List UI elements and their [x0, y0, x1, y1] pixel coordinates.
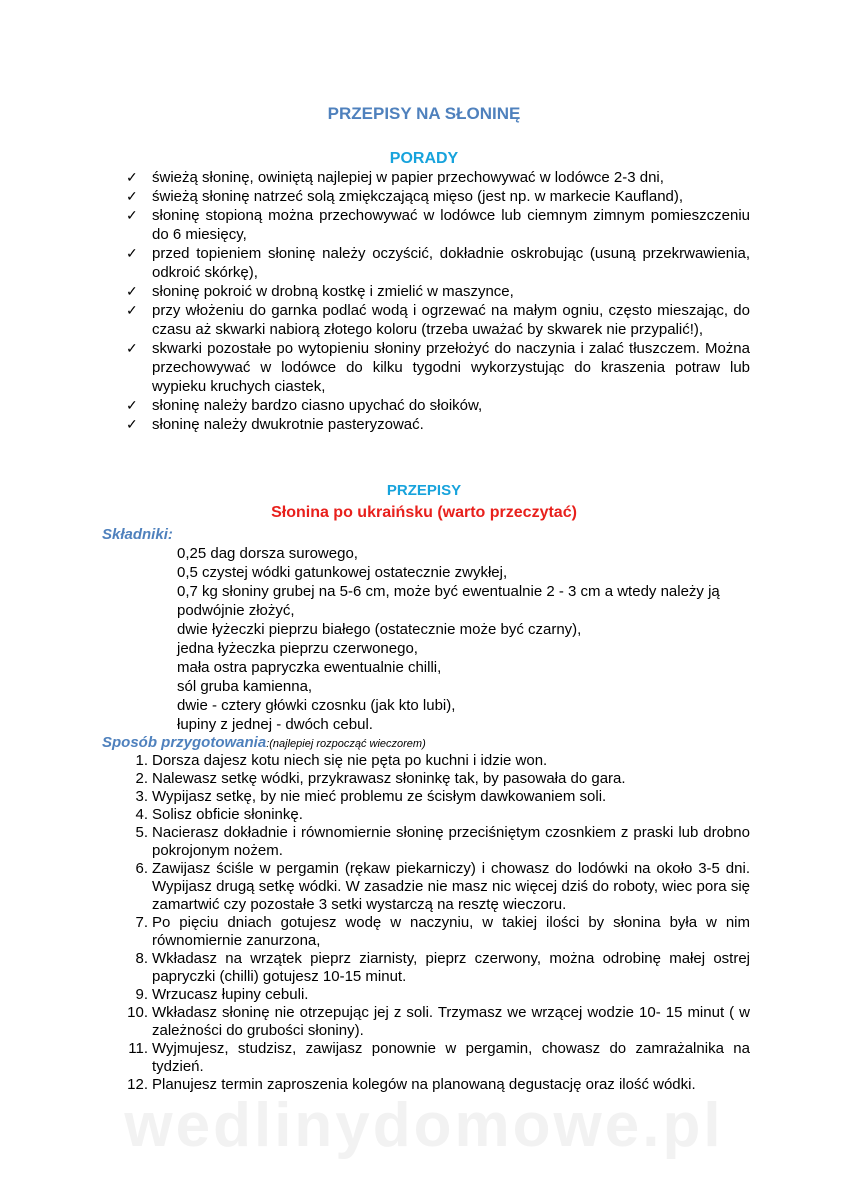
checkmark-icon: ✓ — [126, 416, 138, 432]
watermark: wedlinydomowe.pl — [124, 1091, 724, 1160]
step-number: 3. — [135, 788, 148, 805]
tip-item: ✓ słoninę pokroić w drobną kostkę i zmielić w maszynce, — [126, 283, 514, 300]
step-item: 9. Wrzucasz łupiny cebuli. — [126, 986, 750, 1004]
step-item: 3. Wypijasz setkę, by nie mieć problemu ze ścisłym dawkowaniem soli. — [126, 788, 750, 806]
step-number: 2. — [135, 770, 148, 787]
page-title: PRZEPISY NA SŁONINĘ — [327, 104, 521, 123]
step-item: 1. Dorsza dajesz kotu niech się nie pęta po kuchni i idzie won. — [126, 752, 750, 770]
ingredients-list — [177, 544, 757, 734]
step-number: 1. — [135, 752, 148, 769]
step-item: 8. Wkładasz na wrzątek pieprz ziarnisty, pieprz czerwony, można odrobinę małej ostrej papryczki (chilli) gotujesz 10-15 minut. — [126, 950, 750, 986]
ingredient-item: jedna łyżeczka pieprzu czerwonego, — [177, 640, 418, 657]
checkmark-icon: ✓ — [126, 169, 138, 185]
ingredient-item: 0,25 dag dorsza surowego, — [177, 545, 358, 562]
checkmark-icon: ✓ — [126, 397, 138, 413]
tip-item: ✓ słoninę stopioną można przechowywać w lodówce lub ciemnym zimnym pomieszczeniu do 6 miesięcy, — [126, 207, 750, 243]
step-number: 8. — [135, 950, 148, 967]
step-item: 7. Po pięciu dniach gotujesz wodę w naczyniu, w takiej ilości by słonina była w nim równomiernie zanurzona, — [126, 914, 750, 950]
tip-item: ✓ skwarki pozostałe po wytopieniu słoniny przełożyć do naczynia i zalać tłuszczem. Można przechowywać w lodówce do kilku tygodni wykorzystując do kraszenia potraw lub wypieku kruchych ciastek, — [126, 340, 750, 395]
ingredient-item: mała ostra papryczka ewentualnie chilli, — [177, 659, 442, 676]
method-note: :(najlepiej rozpocząć wieczorem) — [266, 738, 426, 750]
step-item: 5. Nacierasz dokładnie i równomiernie słoninę przeciśniętym czosnkiem z praski lub drobno pokrojonym nożem. — [126, 824, 750, 860]
step-item: 12. Planujesz termin zaproszenia kolegów na planowaną degustację oraz ilość wódki. — [126, 1076, 750, 1094]
step-number: 5. — [135, 824, 148, 841]
checkmark-icon: ✓ — [126, 207, 138, 223]
step-item: 10. Wkładasz słoninę nie otrzepując jej z soli. Trzymasz we wrzącej wodzie 10- 15 minut ( w zależności do grubości słoniny). — [126, 1004, 750, 1040]
method-heading: Sposób przygotowania:(najlepiej rozpocząć wieczorem) — [102, 734, 426, 751]
tip-item: ✓ przed topieniem słoninę należy oczyścić, dokładnie oskrobując (usuną przekrwawienia, odkroić skórkę), — [126, 245, 750, 281]
tip-item: ✓ świeżą słoninę natrzeć solą zmiękczającą mięso (jest np. w markecie Kaufland), — [126, 188, 684, 205]
checkmark-icon: ✓ — [126, 245, 138, 261]
steps-list — [126, 752, 750, 1094]
recipes-heading: PRZEPISY — [386, 482, 462, 499]
ingredient-item: łupiny z jednej - dwóch cebul. — [177, 716, 373, 733]
ingredients-heading: Składniki: — [102, 526, 173, 543]
step-item: 11. Wyjmujesz, studzisz, zawijasz ponownie w pergamin, chowasz do zamrażalnika na tydzień. — [126, 1040, 750, 1076]
step-number: 12. — [127, 1076, 148, 1093]
ingredient-item: dwie łyżeczki pieprzu białego (ostatecznie może być czarny), — [177, 621, 582, 638]
step-number: 10. — [127, 1004, 148, 1021]
ingredient-item: 0,7 kg słoniny grubej na 5-6 cm, może być ewentualnie 2 - 3 cm a wtedy należy ją podwójnie złożyć, — [177, 583, 720, 619]
step-number: 9. — [135, 986, 148, 1003]
step-item: 4. Solisz obficie słoninkę. — [126, 806, 750, 824]
step-item: 6. Zawijasz ściśle w pergamin (rękaw piekarniczy) i chowasz do lodówki na około 3-5 dni. Wypijasz drugą setkę wódki. W zasadzie nie masz nic więcej dziś do roboty, wiec pora się zamartwić czy pozostałe 3 setki wystarczą na resztę wieczoru. — [126, 860, 750, 914]
ingredient-item: dwie - cztery główki czosnku (jak kto lubi), — [177, 697, 456, 714]
tip-item: ✓ przy włożeniu do garnka podlać wodą i ogrzewać na małym ogniu, często mieszając, do czasu aż skwarki nabiorą złotego koloru (trzeba uważać by skwarek nie przypalić!), — [126, 302, 750, 338]
step-number: 11. — [128, 1040, 148, 1057]
step-number: 7. — [135, 914, 148, 931]
tip-item: ✓ świeżą słoninę, owiniętą najlepiej w papier przechowywać w lodówce 2-3 dni, — [126, 169, 664, 186]
checkmark-icon: ✓ — [126, 302, 138, 318]
tip-item: ✓ słoninę należy dwukrotnie pasteryzować. — [126, 416, 424, 433]
ingredient-item: sól gruba kamienna, — [177, 678, 313, 695]
step-number: 4. — [135, 806, 148, 823]
ingredient-item: 0,5 czystej wódki gatunkowej ostatecznie zwykłej, — [177, 564, 508, 581]
checkmark-icon: ✓ — [126, 340, 138, 356]
checkmark-icon: ✓ — [126, 188, 138, 204]
tips-heading: PORADY — [389, 150, 459, 167]
recipe-title: Słonina po ukraińsku (warto przeczytać) — [271, 504, 577, 521]
tip-item: ✓ słoninę należy bardzo ciasno upychać do słoików, — [126, 397, 483, 414]
checkmark-icon: ✓ — [126, 283, 138, 299]
step-number: 6. — [135, 860, 148, 877]
step-item: 2. Nalewasz setkę wódki, przykrawasz słoninkę tak, by pasowała do gara. — [126, 770, 750, 788]
tips-list — [126, 168, 750, 434]
